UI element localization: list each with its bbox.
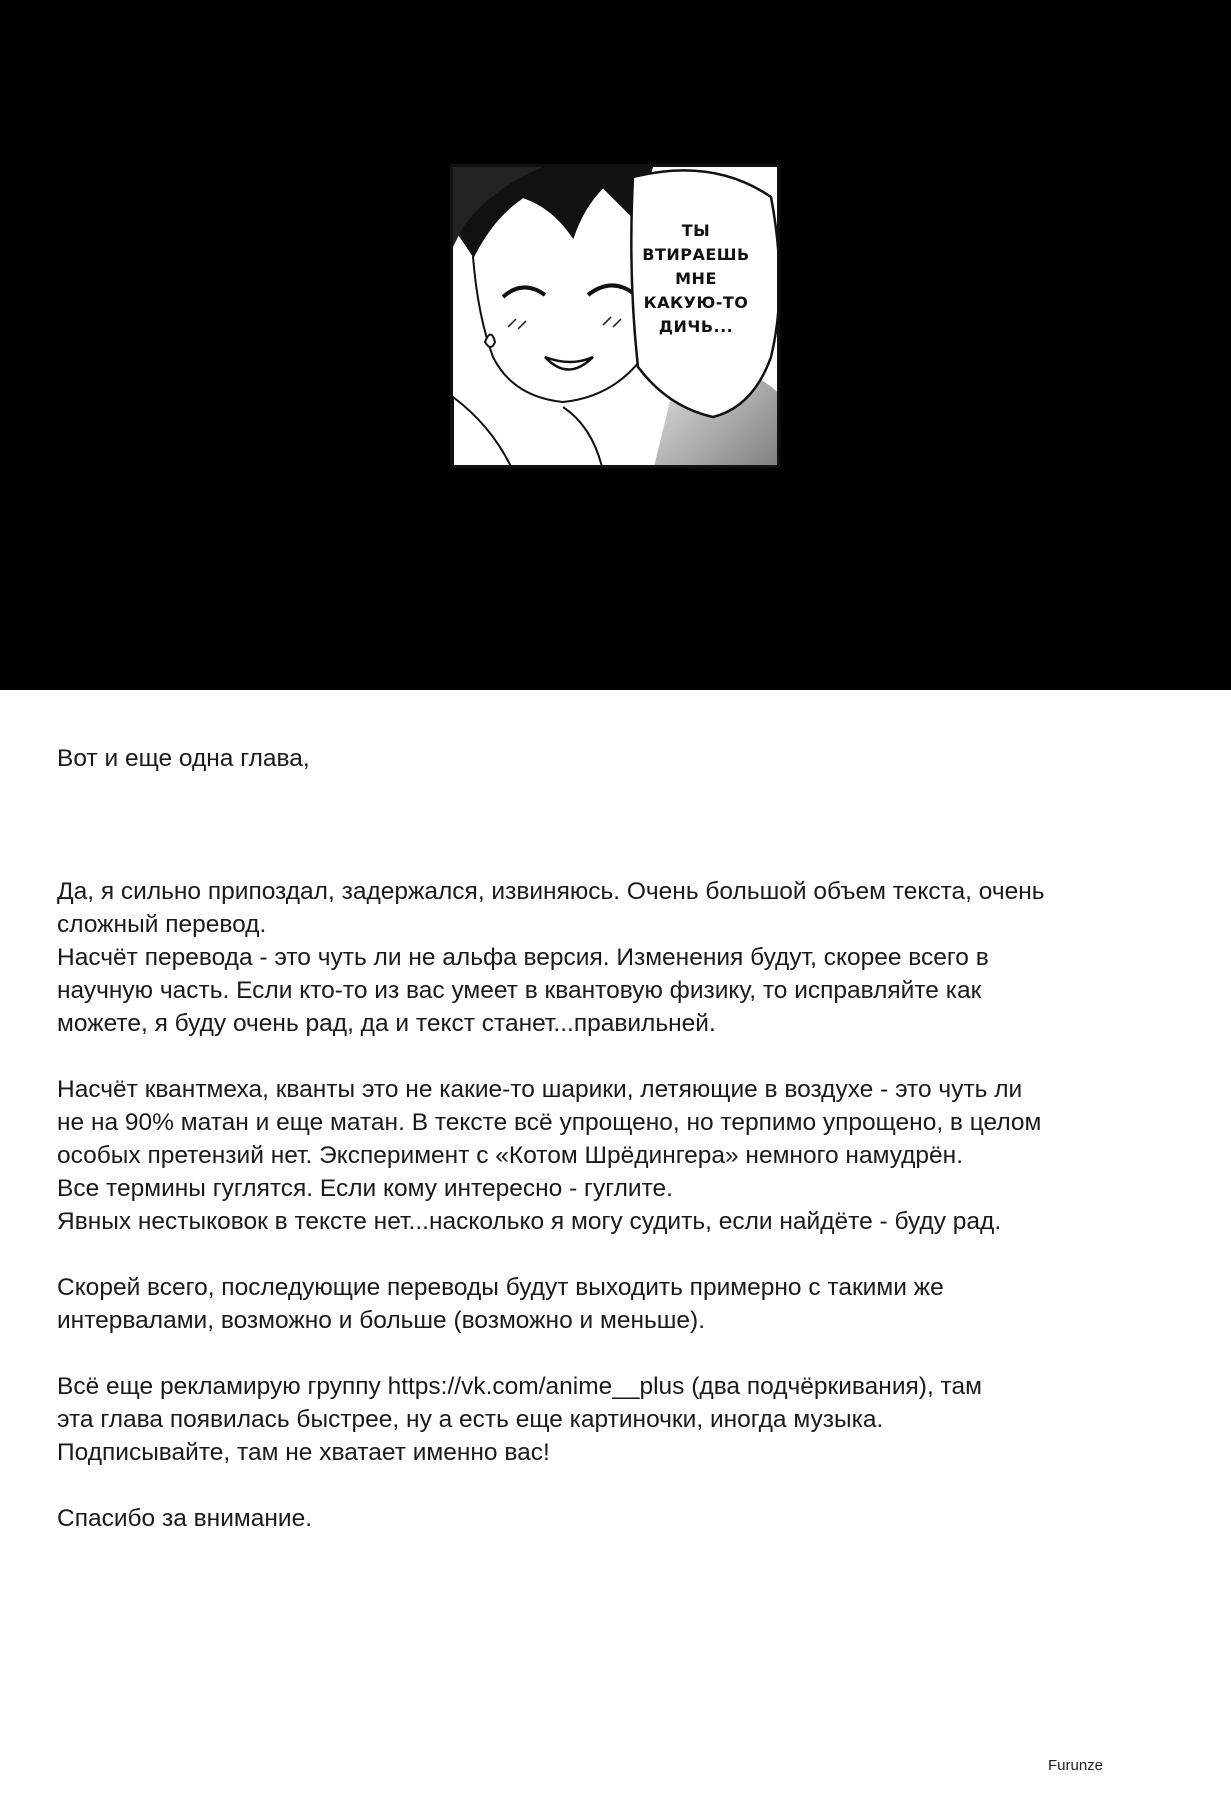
text-line: Спасибо за внимание. xyxy=(57,1505,313,1532)
text-line: можете, я буду очень рад, да и текст станет...правильней. xyxy=(57,1010,716,1037)
paragraph-apology xyxy=(57,875,1187,1040)
text-line: эта глава появилась быстрее, ну а есть еще картиночки, иногда музыка. xyxy=(57,1406,884,1433)
speech-line: ВТИРАЕШЬ xyxy=(642,245,750,264)
text-line: научную часть. Если кто-то из вас умеет в квантовую физику, то исправляйте как xyxy=(57,977,982,1004)
text-line: сложный перевод. xyxy=(57,911,267,938)
text-line: Все термины гуглятся. Если кому интересно - гуглите. xyxy=(57,1175,673,1202)
translator-note xyxy=(57,742,1187,1568)
speech-line: ТЫ xyxy=(681,221,711,240)
text-line: Скорей всего, последующие переводы будут выходить примерно с такими же xyxy=(57,1274,944,1301)
signature: Furunze xyxy=(1048,1757,1104,1774)
greeting: Вот и еще одна глава, xyxy=(57,745,310,772)
text-line: Насчёт квантмеха, кванты это не какие-то шарики, летяющие в воздухе - это чуть ли xyxy=(57,1076,1023,1103)
text-line: Насчёт перевода - это чуть ли не альфа версия. Изменения будут, скорее всего в xyxy=(57,944,989,971)
paragraph-thanks xyxy=(57,1502,1187,1535)
speech-line: ДИЧЬ... xyxy=(658,317,734,336)
paragraph-group-promo xyxy=(57,1370,1187,1469)
speech-bubble-text xyxy=(641,219,751,339)
text-line: интервалами, возможно и больше (возможно и меньше). xyxy=(57,1307,706,1334)
speech-line: МНЕ xyxy=(675,269,717,288)
text-line: Явных нестыковок в тексте нет...насколько я могу судить, если найдёте - буду рад. xyxy=(57,1208,1002,1235)
text-line: Всё еще рекламирую группу https://vk.com/anime__plus (два подчёркивания), там xyxy=(57,1373,982,1400)
text-line: Подписывайте, там не хватает именно вас! xyxy=(57,1439,550,1466)
paragraph-schedule xyxy=(57,1271,1187,1337)
text-line: Да, я сильно припоздал, задержался, извиняюсь. Очень большой объем текста, очень xyxy=(57,878,1045,905)
manga-panel xyxy=(450,164,780,468)
speech-line: КАКУЮ-ТО xyxy=(643,293,749,312)
black-header-band xyxy=(0,0,1231,690)
text-line: не на 90% матан и еще матан. В тексте всё упрощено, но терпимо упрощено, в целом xyxy=(57,1109,1042,1136)
paragraph-quantum xyxy=(57,1073,1187,1238)
text-line: особых претензий нет. Эксперимент с «Котом Шрёдингера» немного намудрён. xyxy=(57,1142,964,1169)
